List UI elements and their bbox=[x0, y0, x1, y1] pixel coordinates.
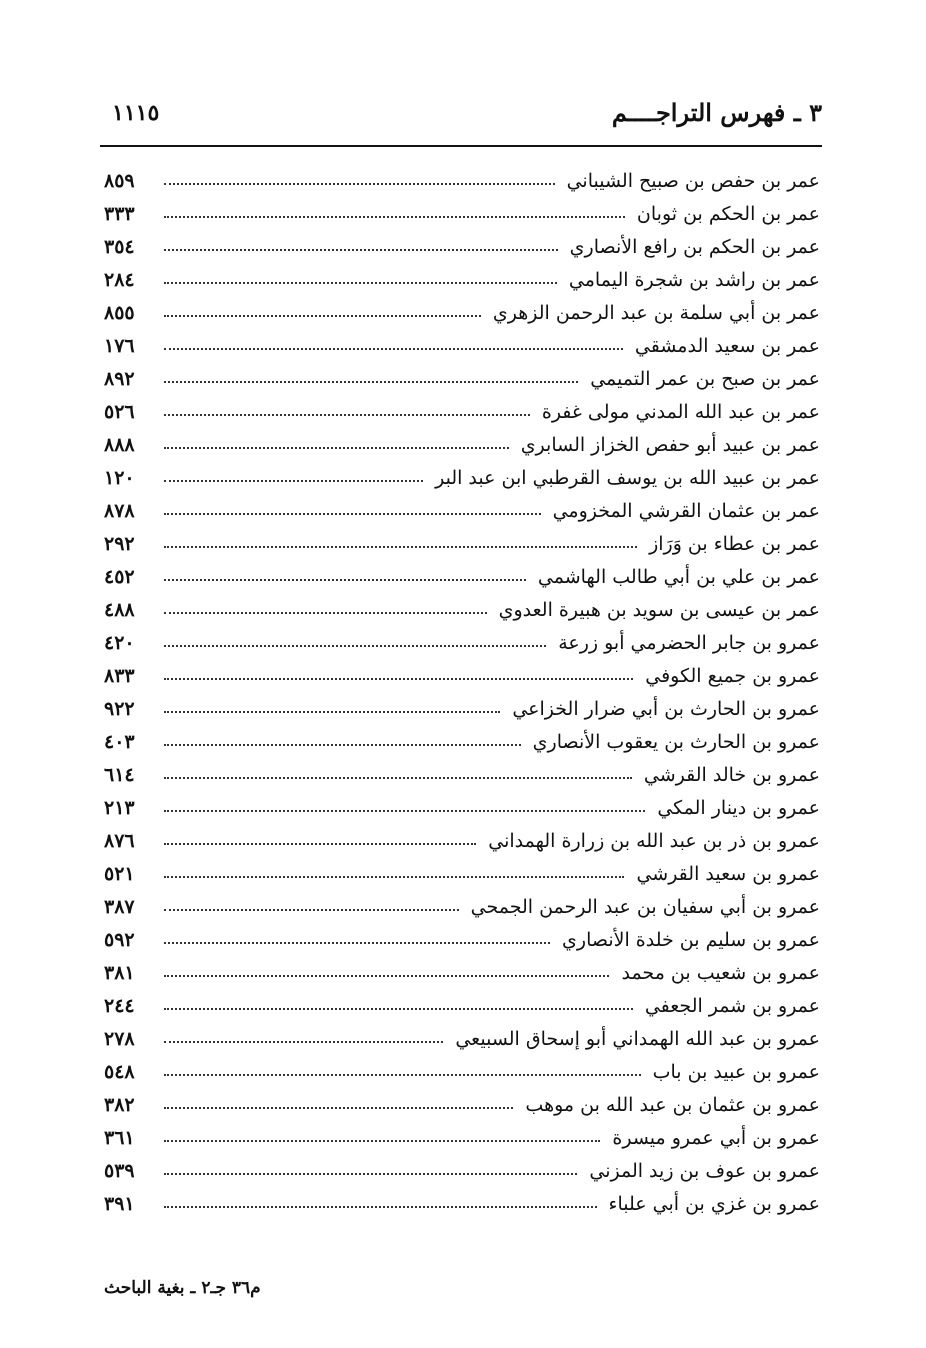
index-entry bbox=[104, 1088, 820, 1121]
index-entry bbox=[104, 329, 820, 362]
entry-name: عمر بن عيسى بن سويد بن هبيرة العدوي bbox=[498, 598, 820, 621]
entry-name: عمر بن عبيد الله بن يوسف القرطبي ابن عبد البر bbox=[435, 466, 820, 489]
dot-leader bbox=[164, 776, 632, 779]
index-entry bbox=[104, 1121, 820, 1154]
entry-name: عمرو بن ذر بن عبد الله بن زرارة الهمداني bbox=[488, 829, 820, 852]
entry-page-number: ٤٨٨ bbox=[104, 598, 135, 621]
entry-name: عمرو بن الحارث بن أبي ضرار الخزاعي bbox=[512, 697, 820, 720]
entry-page-number: ٢٤٤ bbox=[104, 994, 135, 1017]
entry-page-number: ١٧٦ bbox=[104, 334, 135, 357]
index-entry bbox=[104, 791, 820, 824]
dot-leader bbox=[164, 512, 541, 515]
index-entry bbox=[104, 692, 820, 725]
entry-page-number: ١٢٠ bbox=[104, 466, 135, 489]
entry-name: عمرو بن خالد القرشي bbox=[643, 763, 820, 786]
entry-page-number: ٤٥٢ bbox=[104, 565, 135, 588]
index-entry bbox=[104, 1187, 820, 1220]
dot-leader bbox=[164, 182, 555, 185]
index-entry bbox=[104, 593, 820, 626]
index-entry bbox=[104, 362, 820, 395]
dot-leader bbox=[164, 479, 423, 482]
dot-leader bbox=[164, 215, 625, 218]
page-number: ١١١٥ bbox=[112, 100, 160, 126]
dot-leader bbox=[164, 1106, 513, 1109]
index-entry bbox=[104, 263, 820, 296]
section-title: ٣ ـ فهرس التراجــــم bbox=[611, 98, 822, 127]
index-entry bbox=[104, 164, 820, 197]
entry-name: عمر بن عبد الله المدني مولى غفرة bbox=[541, 400, 820, 423]
entry-name: عمرو بن سعيد القرشي bbox=[636, 862, 820, 885]
dot-leader bbox=[164, 1205, 597, 1208]
entry-page-number: ٣٨١ bbox=[104, 961, 135, 984]
index-entry bbox=[104, 461, 820, 494]
entry-page-number: ٤٢٠ bbox=[104, 631, 135, 654]
dot-leader bbox=[164, 941, 550, 944]
entry-page-number: ٦١٤ bbox=[104, 763, 135, 786]
index-entry bbox=[104, 395, 820, 428]
dot-leader bbox=[164, 710, 500, 713]
dot-leader bbox=[164, 974, 609, 977]
dot-leader bbox=[164, 908, 459, 911]
entry-name: عمرو بن الحارث بن يعقوب الأنصاري bbox=[532, 730, 820, 753]
entry-page-number: ٢١٣ bbox=[104, 796, 135, 819]
entry-page-number: ٢٩٢ bbox=[104, 532, 135, 555]
entry-name: عمرو بن جابر الحضرمي أبو زرعة bbox=[558, 631, 820, 654]
index-entry bbox=[104, 230, 820, 263]
entry-page-number: ٥٢١ bbox=[104, 862, 135, 885]
dot-leader bbox=[164, 248, 558, 251]
index-entry bbox=[104, 758, 820, 791]
dot-leader bbox=[164, 1073, 641, 1076]
index-entry bbox=[104, 989, 820, 1022]
dot-leader bbox=[164, 842, 476, 845]
index-entry bbox=[104, 824, 820, 857]
page-header bbox=[100, 98, 822, 138]
index-entry bbox=[104, 956, 820, 989]
entry-name: عمرو بن غزي بن أبي علباء bbox=[608, 1192, 820, 1215]
index-entry bbox=[104, 1055, 820, 1088]
entry-page-number: ٤٠٣ bbox=[104, 730, 135, 753]
index-entry bbox=[104, 1154, 820, 1187]
dot-leader bbox=[164, 677, 633, 680]
dot-leader bbox=[164, 875, 624, 878]
entry-page-number: ٨٥٩ bbox=[104, 169, 135, 192]
entry-page-number: ٥٢٦ bbox=[104, 400, 135, 423]
entry-name: عمر بن علي بن أبي طالب الهاشمي bbox=[537, 565, 820, 588]
dot-leader bbox=[164, 1139, 600, 1142]
entry-page-number: ٨٧٨ bbox=[104, 499, 135, 522]
entry-name: عمرو بن جميع الكوفي bbox=[645, 664, 820, 687]
entry-name: عمرو بن شعيب بن محمد bbox=[621, 961, 820, 984]
index-entry bbox=[104, 725, 820, 758]
entry-name: عمرو بن عوف بن زيد المزني bbox=[589, 1159, 820, 1182]
entry-page-number: ٨٧٦ bbox=[104, 829, 135, 852]
index-entry bbox=[104, 560, 820, 593]
entry-page-number: ٣٦١ bbox=[104, 1126, 135, 1149]
footer-signature: م٣٦ جـ٢ ـ بغية الباحث bbox=[104, 1278, 261, 1298]
dot-leader bbox=[164, 281, 557, 284]
entry-page-number: ٣٨٢ bbox=[104, 1093, 135, 1116]
entry-name: عمر بن حفص بن صبيح الشيباني bbox=[566, 169, 820, 192]
entry-name: عمرو بن دينار المكي bbox=[657, 796, 820, 819]
entry-page-number: ٣٥٤ bbox=[104, 235, 135, 258]
dot-leader bbox=[164, 644, 546, 647]
dot-leader bbox=[164, 545, 637, 548]
entry-page-number: ٢٨٤ bbox=[104, 268, 135, 291]
entry-name: عمر بن راشد بن شجرة اليمامي bbox=[568, 268, 820, 291]
entry-name: عمرو بن عثمان بن عبد الله بن موهب bbox=[525, 1093, 820, 1116]
entry-name: عمرو بن سليم بن خلدة الأنصاري bbox=[562, 928, 820, 951]
entry-name: عمرو بن عبيد بن باب bbox=[652, 1060, 820, 1083]
entry-name: عمرو بن أبي سفيان بن عبد الرحمن الجمحي bbox=[470, 895, 820, 918]
entry-name: عمر بن عبيد أبو حفص الخزاز السابري bbox=[520, 433, 820, 456]
entry-name: عمر بن صبح بن عمر التميمي bbox=[590, 367, 820, 390]
index-entry bbox=[104, 1022, 820, 1055]
index-entry bbox=[104, 527, 820, 560]
index-entry bbox=[104, 197, 820, 230]
index-entry bbox=[104, 923, 820, 956]
index-entry bbox=[104, 494, 820, 527]
entry-name: عمر بن عثمان القرشي المخزومي bbox=[552, 499, 820, 522]
entry-name: عمر بن سعيد الدمشقي bbox=[634, 334, 820, 357]
entry-name: عمر بن الحكم بن رافع الأنصاري bbox=[569, 235, 820, 258]
entry-name: عمرو بن شمر الجعفي bbox=[644, 994, 820, 1017]
index-entry bbox=[104, 857, 820, 890]
dot-leader bbox=[164, 413, 530, 416]
entry-page-number: ٨٥٥ bbox=[104, 301, 135, 324]
dot-leader bbox=[164, 1172, 577, 1175]
entry-page-number: ٨٨٨ bbox=[104, 433, 135, 456]
entry-name: عمر بن عطاء بن وَرَاز bbox=[649, 532, 820, 555]
dot-leader bbox=[164, 743, 521, 746]
entry-name: عمر بن أبي سلمة بن عبد الرحمن الزهري bbox=[492, 301, 820, 324]
dot-leader bbox=[164, 347, 623, 350]
index-entry bbox=[104, 626, 820, 659]
entry-page-number: ٨٣٣ bbox=[104, 664, 135, 687]
entry-page-number: ٥٩٢ bbox=[104, 928, 135, 951]
dot-leader bbox=[164, 809, 645, 812]
index-entry bbox=[104, 428, 820, 461]
entry-page-number: ٩٢٢ bbox=[104, 697, 135, 720]
index-entry bbox=[104, 890, 820, 923]
dot-leader bbox=[164, 1040, 443, 1043]
entry-page-number: ٢٧٨ bbox=[104, 1027, 135, 1050]
dot-leader bbox=[164, 1007, 633, 1010]
entry-page-number: ٥٣٩ bbox=[104, 1159, 135, 1182]
dot-leader bbox=[164, 314, 481, 317]
entry-page-number: ٣٩١ bbox=[104, 1192, 135, 1215]
dot-leader bbox=[164, 380, 578, 383]
entry-page-number: ٨٩٢ bbox=[104, 367, 135, 390]
dot-leader bbox=[164, 578, 526, 581]
entry-name: عمر بن الحكم بن ثوبان bbox=[636, 202, 820, 225]
index-entry bbox=[104, 296, 820, 329]
entry-name: عمرو بن أبي عمرو ميسرة bbox=[612, 1126, 820, 1149]
entry-page-number: ٥٤٨ bbox=[104, 1060, 135, 1083]
index-list bbox=[104, 164, 820, 1220]
index-entry bbox=[104, 659, 820, 692]
header-rule bbox=[100, 145, 822, 147]
dot-leader bbox=[164, 446, 509, 449]
entry-page-number: ٣٣٣ bbox=[104, 202, 135, 225]
entry-name: عمرو بن عبد الله الهمداني أبو إسحاق السبيعي bbox=[455, 1027, 820, 1050]
dot-leader bbox=[164, 611, 487, 614]
entry-page-number: ٣٨٧ bbox=[104, 895, 135, 918]
